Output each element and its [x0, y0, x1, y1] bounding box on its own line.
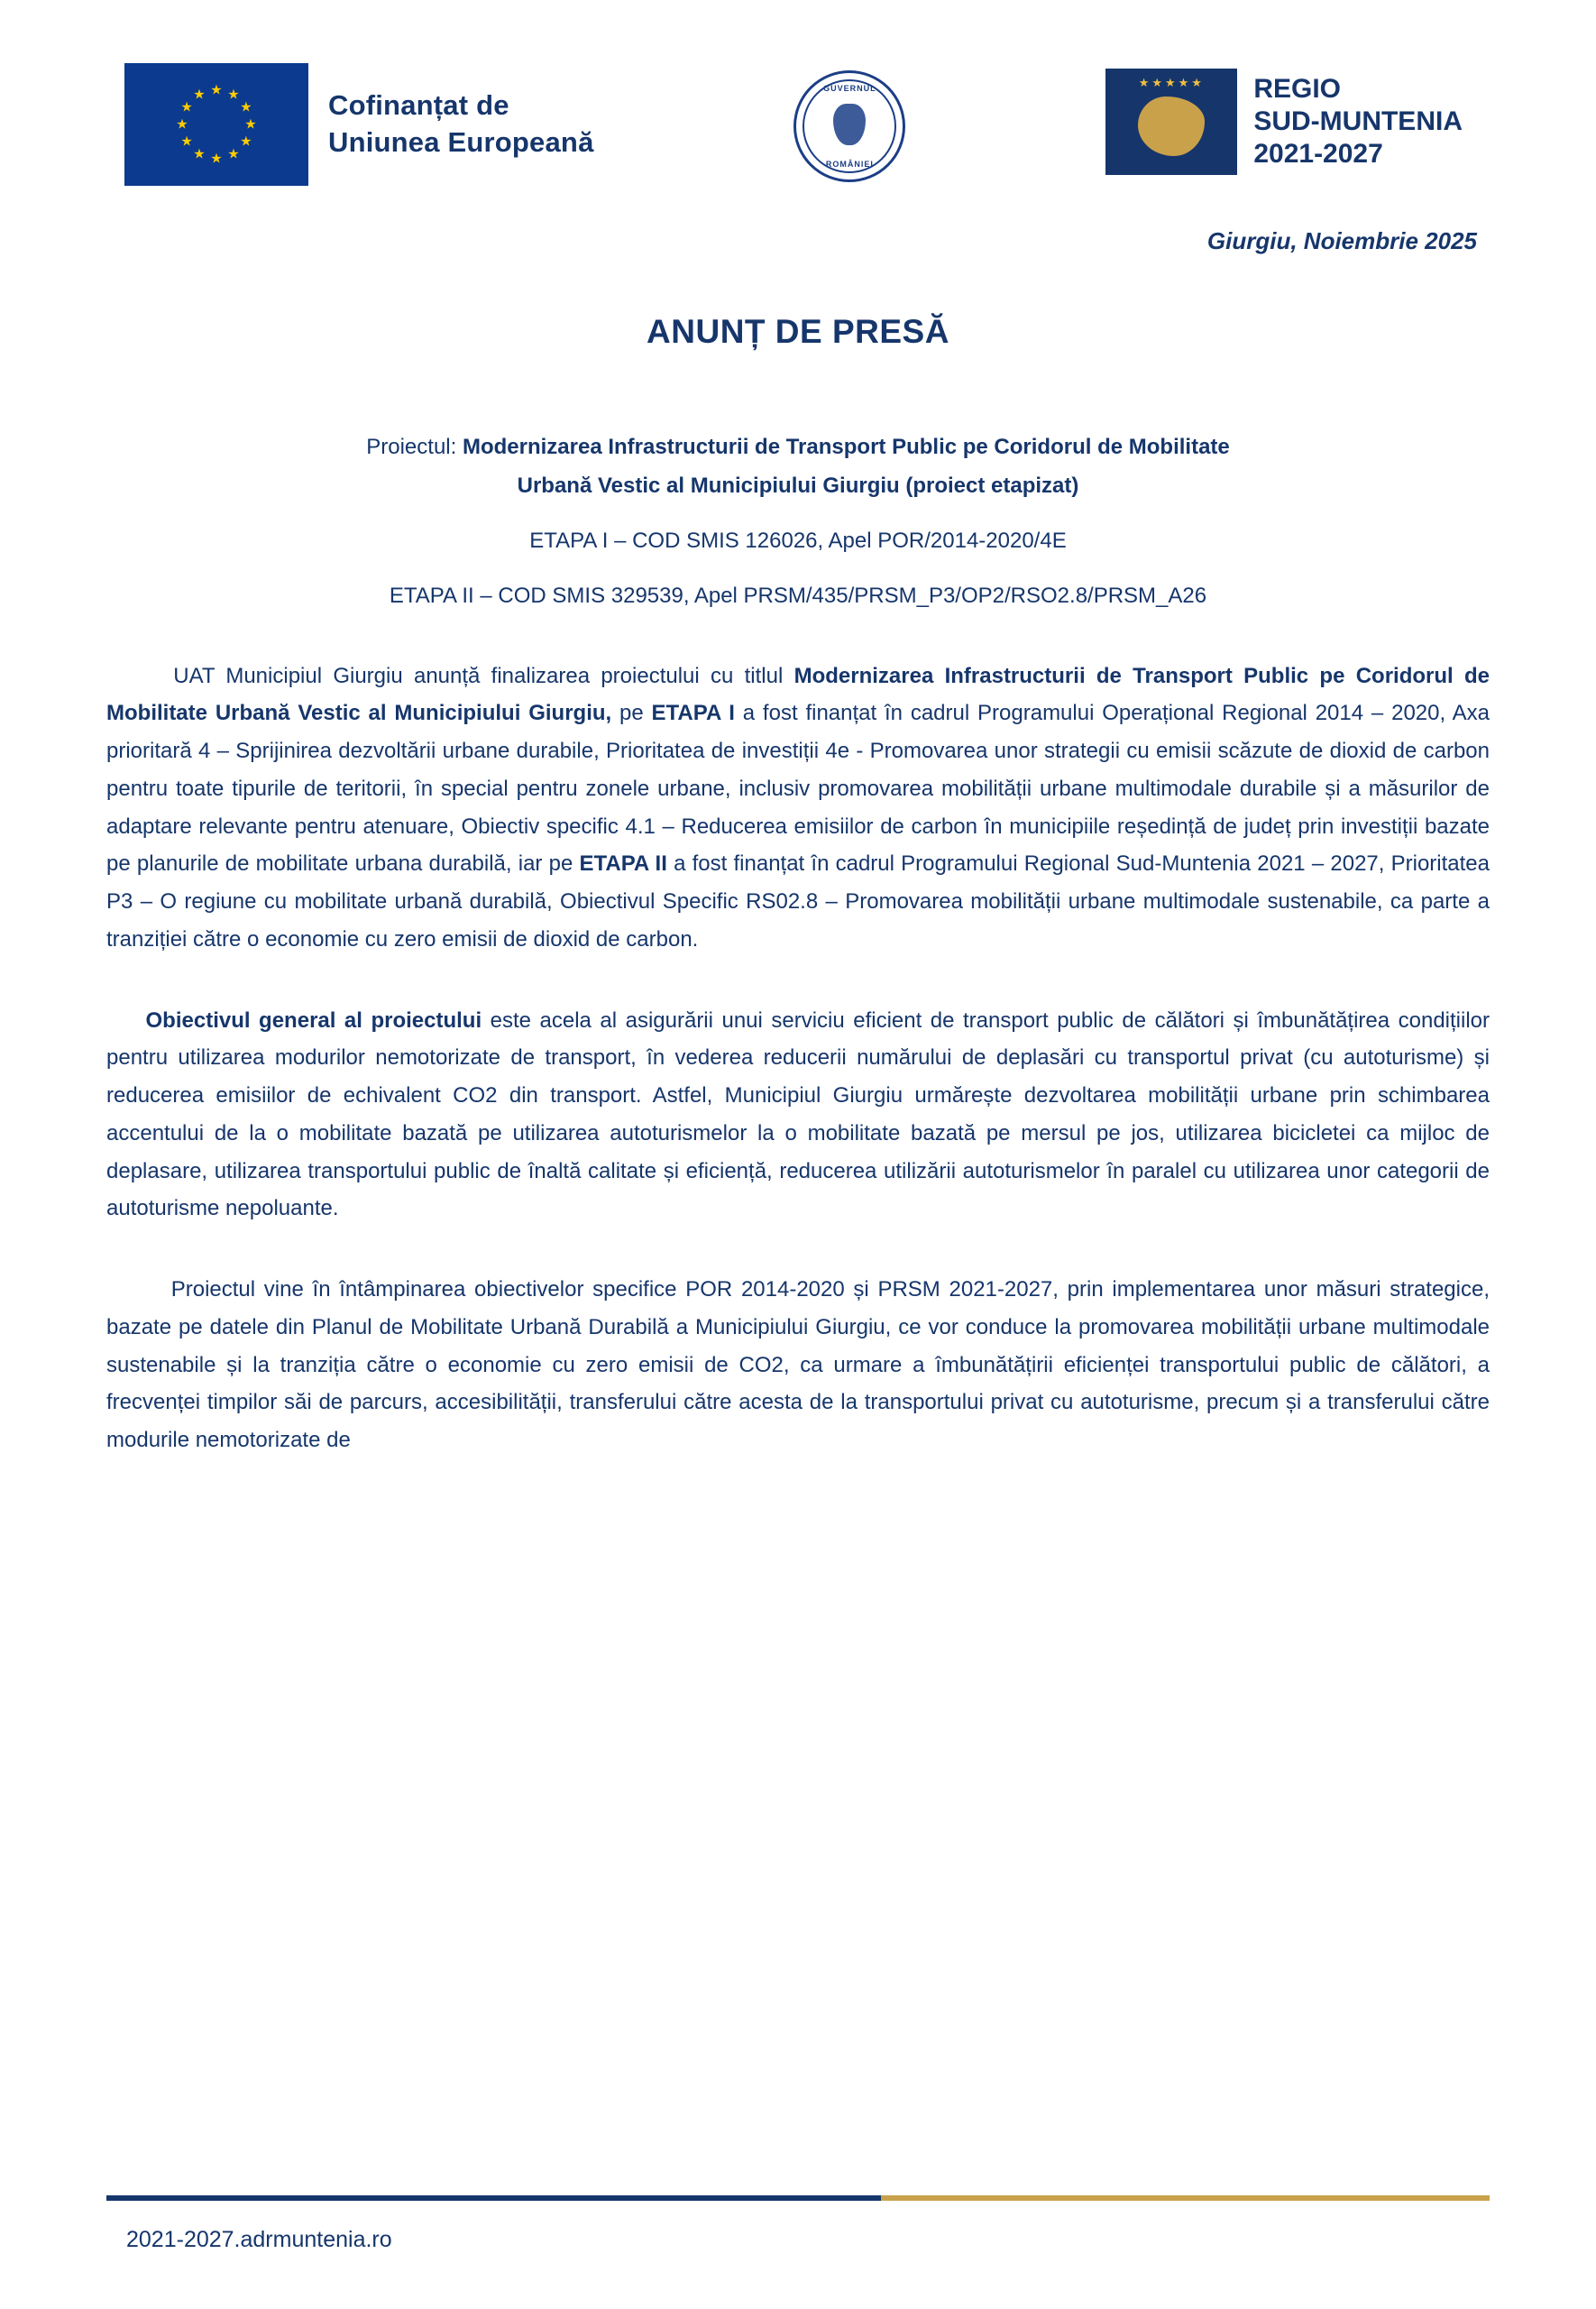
footer-divider-primary: [106, 2195, 881, 2201]
p1-text-2: pe: [611, 701, 652, 726]
regio-region-shape: [1138, 97, 1205, 156]
regio-logo-text: [1253, 73, 1463, 170]
regio-line3: 2021-2027: [1253, 139, 1383, 169]
footer-divider: [106, 2195, 1490, 2201]
regio-line1: REGIO: [1253, 74, 1342, 104]
project-etapa2: ETAPA II – COD SMIS 329539, Apel PRSM/435/PRSM_P3/OP2/RSO2.8/PRSM_A26: [389, 583, 1207, 608]
p1-bold-2: ETAPA I: [651, 701, 735, 726]
p2-text-1: este acela al asigurării unui serviciu eficient de transport public de călători și îmbunătățirea condițiilor pentru utilizarea modurilor nemotorizate de transport, în vederea reducerii numărului de deplasări cu transportul privat (cu autoturisme) și reducerea emisiilor de echivalent CO2 din transport. Astfel, Municipiul Giurgiu urmărește dezvoltarea mobilității urbane prin schimbarea accentului de la o mobilitate bazată pe utilizarea autoturismelor la o mobilitate bazată pe mersul pe jos, utilizarea bicicletei ca mijloc de deplasare, utilizarea transportului public de înaltă calitate și eficiență, reducerea utilizării autoturismelor în paralel cu utilizarea unor categorii de autoturisme nepoluante.: [106, 1007, 1491, 1221]
p2-bold-1: Obiectivul general al proiectului: [145, 1007, 482, 1033]
project-block: [106, 430, 1490, 614]
p1-bold-3: ETAPA II: [579, 851, 667, 877]
p1-text-3: a fost finanțat în cadrul Programului Operațional Regional 2014 – 2020, Axa prioritară 4 – Sprijinirea dezvoltării urbane durabile, Prioritatea de investiții 4e - Promovarea unor strategii cu emisii scăzute de dioxid de carbon pentru toate tipurile de teritorii, în special pentru zonele urbane, inclusiv promovarea mobilității urbane multimodale durabile și a măsurilor de adaptare relevante pentru atenuare, Obiectiv specific 4.1 – Reducerea emisiilor de carbon în municipiile reședință de județ prin investiții bazate pe planurile de mobilitate urbana durabilă, iar pe: [106, 701, 1491, 877]
footer-url: 2021-2027.adrmuntenia.ro: [126, 2227, 392, 2252]
page-title: ANUNȚ DE PRESĂ: [647, 313, 949, 350]
project-label: Proiectul:: [366, 435, 457, 459]
project-etapa1: ETAPA I – COD SMIS 126026, Apel POR/2014-2020/4E: [529, 528, 1067, 553]
regio-line2: SUD-MUNTENIA: [1253, 106, 1463, 136]
document-header: [106, 54, 1490, 189]
romania-government-seal-icon: [793, 70, 905, 182]
project-name-line1: [106, 430, 1490, 465]
eu-logo-line1: Cofinanțat de: [328, 89, 509, 122]
p1-text-1: UAT Municipiul Giurgiu anunță finalizarea proiectului cu titlul: [173, 663, 794, 688]
eu-logo-line2: Uniunea Europeană: [328, 126, 594, 158]
regio-map-icon: [1105, 69, 1237, 175]
p1-text-4: a fost finanțat în cadrul Programului Regional Sud-Muntenia 2021 – 2027, Prioritatea P3 – O regiune cu mobilitate urbană durabilă, Obiectivul Specific RS02.8 – Promovarea mobilității urbane multimodale sustenabile, ca parte a tranziției către o economie cu zero emisii de dioxid de carbon.: [106, 851, 1491, 952]
p3-text-1: Proiectul vine în întâmpinarea obiectivelor specifice POR 2014-2020 și PRSM 2021-2027, prin implementarea unor măsuri strategice, bazate pe datele din Planul de Mobilitate Urbană Durabilă a Municipiului Giurgiu, ce vor conduce la promovarea mobilității urbane multimodale sustenabile și la tranziția către o economie cu zero emisii de CO2, ca urmare a îmbunătățirii eficienței transportului public de călători, a frecvenței timpilor săi de parcurs, accesibilității, transferului către acesta de la transportului privat cu autoturisme, precum și a transferului către modurile nemotorizate de: [106, 1277, 1491, 1452]
project-name-line2: Urbană Vestic al Municipiului Giurgiu (proiect etapizat): [517, 473, 1079, 498]
regio-logo: [1105, 69, 1463, 175]
seal-text-top: GUVERNUL: [823, 84, 876, 93]
project-name-part1: Modernizarea Infrastructurii de Transport Public pe Coridorul de Mobilitate: [462, 435, 1230, 459]
regio-stars: ★★★★★: [1138, 76, 1205, 89]
p1-bold-1: Modernizarea Infrastructurii de Transport Public pe Coridorul de Mobilitate Urbană Vestic al Municipiului Giurgiu,: [106, 663, 1490, 726]
paragraph-1: [106, 658, 1490, 959]
seal-text-bottom: ROMÂNIEI: [825, 160, 874, 169]
paragraph-2: [106, 1002, 1490, 1228]
eu-logo: [124, 63, 594, 186]
eu-flag-icon: ★ ★ ★ ★ ★ ★ ★ ★ ★ ★ ★ ★: [124, 63, 308, 186]
paragraph-3: [106, 1271, 1490, 1459]
eu-logo-text: [328, 87, 594, 161]
footer-divider-accent: [881, 2195, 1490, 2201]
document-date: Giurgiu, Noiembrie 2025: [1206, 227, 1477, 254]
